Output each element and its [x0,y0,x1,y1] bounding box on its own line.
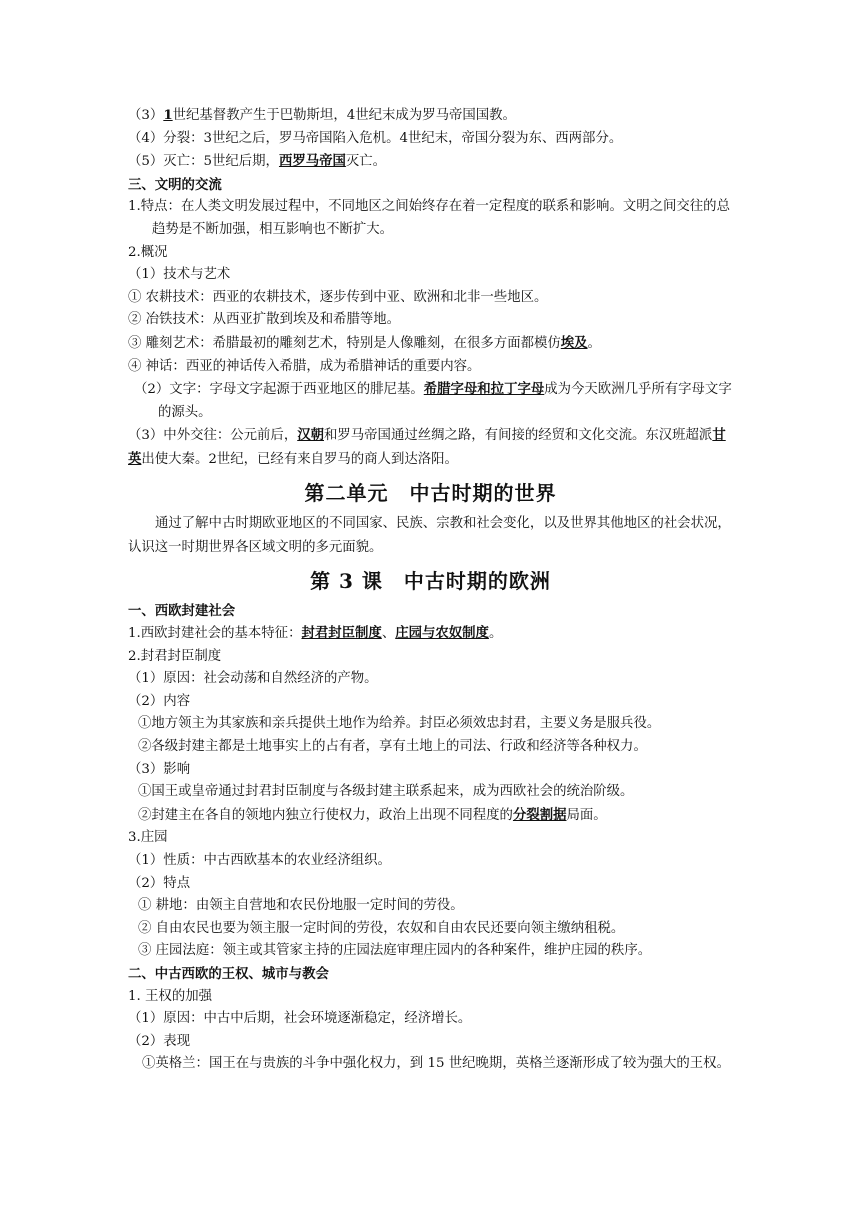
paragraph: 2.概况 [128,244,168,260]
sub-heading: （2）表现 [128,1033,191,1049]
key-term: 甘英 [128,427,726,467]
list-item: ① 农耕技术：西亚的农耕技术，逐步传到中亚、欧洲和北非一些地区。 [128,289,548,305]
section-heading: 三、文明的交流 [128,176,222,193]
division-item: （4）分裂：3世纪之后，罗马帝国陷入危机。4世纪末，帝国分裂为东、西两部分。 [128,130,623,146]
list-item: ③ 庄园法庭：领主或其管家主持的庄园法庭审理庄园内的各种案件，维护庄园的秩序。 [138,943,652,959]
key-term: 希腊字母和拉丁字母 [423,381,545,398]
section-heading: 一、西欧封建社会 [128,602,236,619]
list-item: ②封建主在各自的领地内独立行使权力，政治上出现不同程度的分裂割据局面。 [138,806,607,823]
fall-item: （5）灭亡：5世纪后期，西罗马帝国灭亡。 [128,153,387,170]
unit-intro: 通过了解中古时期欧亚地区的不同国家、民族、宗教和社会变化，以及世界其他地区的社会状况，认识这一时期世界各区域文明的多元面貌。 [128,515,731,555]
lesson-title: 第 3 课 中古时期的欧洲 [310,568,551,593]
list-item: ①地方领主为其家族和亲兵提供土地作为给养。封臣必须效忠封君，主要义务是服兵役。 [138,716,661,732]
list-item: ②各级封建主都是土地事实上的占有者，享有土地上的司法、行政和经济等各种权力。 [138,739,647,755]
key-term: 西罗马帝国 [278,153,346,170]
document-body [128,104,733,1076]
paragraph: 3.庄园 [128,830,168,846]
list-item: ① 耕地：由领主自营地和农民份地服一定时间的劳役。 [138,898,464,914]
sub-heading: （3）中外交往：公元前后，汉朝和罗马帝国通过丝绸之路，有间接的经贸和文化交流。东汉班超派甘英出使大秦。2世纪，已经有来自罗马的商人到达洛阳。 [128,427,726,467]
sub-heading: （1）原因：社会动荡和自然经济的产物。 [128,671,378,687]
key-term: 封君封臣制度 [301,625,382,642]
key-term: 汉朝 [297,427,324,444]
list-item: ①英格兰：国王在与贵族的斗争中强化权力，到 15 世纪晚期，英格兰逐渐形成了较为强大的王权。 [142,1056,730,1072]
key-term: 1 [163,107,173,123]
list-item: ④ 神话：西亚的神话传入希腊，成为希腊神话的重要内容。 [128,358,481,374]
key-term: 埃及 [560,334,588,351]
sub-heading: （2）特点 [128,875,191,891]
paragraph: 1.西欧封建社会的基本特征：封君封臣制度、庄园与农奴制度。 [128,625,503,642]
section-heading: 二、中古西欧的王权、城市与教会 [128,966,329,982]
list-item: ② 自由农民也要为领主服一定时间的劳役，农奴和自由农民还要向领主缴纳租税。 [138,920,625,936]
key-term: 分裂割据 [512,806,567,823]
paragraph: 1.特点：在人类文明发展过程中，不同地区之间始终存在着一定程度的联系和影响。文明之间交往的总趋势是不断加强，相互影响也不断扩大。 [128,199,730,237]
sub-heading: （2）文字：字母文字起源于西亚地区的腓尼基。希腊字母和拉丁字母成为今天欧洲几乎所有字母文字的源头。 [134,381,732,420]
key-term: 庄园与农奴制度 [395,625,489,642]
list-item: ①国王或皇帝通过封君封臣制度与各级封建主联系起来，成为西欧社会的统治阶级。 [138,784,634,800]
unit-title: 第二单元 中古时期的世界 [304,480,557,505]
paragraph: 1. 王权的加强 [128,988,212,1004]
sub-heading: （3）影响 [128,761,191,777]
christianity-item: （3）1世纪基督教产生于巴勒斯坦，4世纪末成为罗马帝国国教。 [128,107,516,123]
list-item: ③ 雕刻艺术：希腊最初的雕刻艺术，特别是人像雕刻，在很多方面都模仿埃及。 [128,334,601,351]
sub-heading: （2）内容 [128,693,191,709]
paragraph: 2.封君封臣制度 [128,648,222,664]
sub-heading: （1）性质：中古西欧基本的农业经济组织。 [128,853,391,869]
sub-heading: （1）原因：中古中后期，社会环境逐渐稳定，经济增长。 [128,1011,472,1027]
sub-heading: （1）技术与艺术 [128,267,231,283]
list-item: ② 冶铁技术：从西亚扩散到埃及和希腊等地。 [128,312,401,328]
